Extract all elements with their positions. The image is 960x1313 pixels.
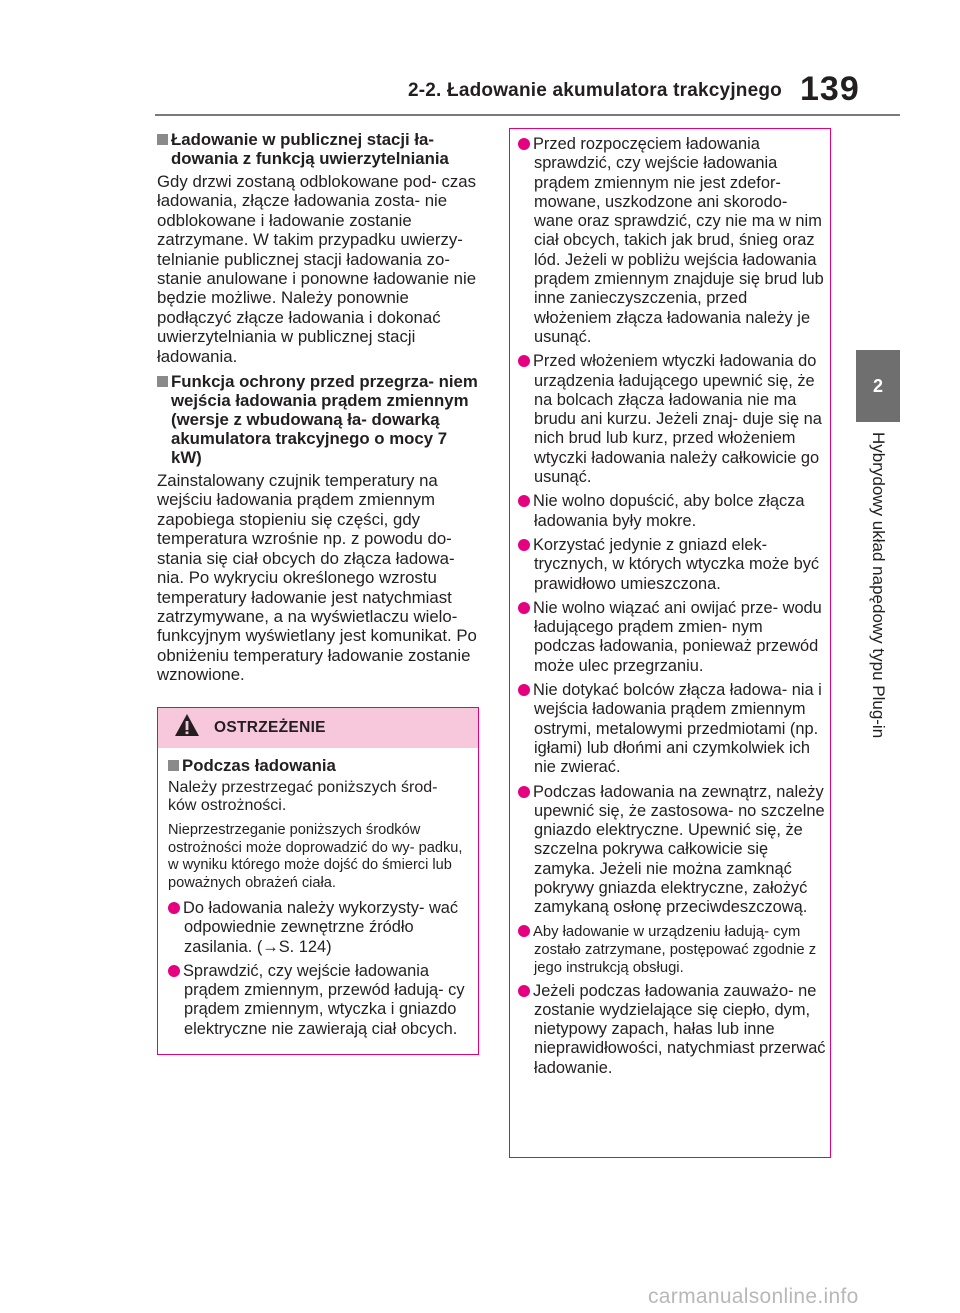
warning-bullet-text: Nie dotykać bolców złącza ładowa- nia i wejścia ładowania prądem zmiennym ostrymi, metalowymi przedmiotami (np. igłami) lub dłońmi ani czymkolwiek ich nie zwierać. <box>533 681 822 777</box>
warning-bullet-text: Przed włożeniem wtyczki ładowania do urządzenia ładującego upewnić się, że na bolcach złącza ładowania nie ma brudu ani kurzu. Jeżeli znaj- duje się na nich brud lub kurz, przed włożeniem wtyczki ładowania należy całkowicie go usunąć. <box>533 352 822 487</box>
warning-bullet-text: Podczas ładowania na zewnątrz, należy upewnić się, że zastosowa- no szczelne gniazdo elektryczne. Upewnić się, że szczelna pokrywa całkowicie się zamyka. Jeżeli nie można zamknąć pokrywy gniazda elektryczne, założyć zamykaną osłonę przeciwdeszczową. <box>533 782 825 917</box>
warning-bullet <box>518 352 826 487</box>
pink-dot-icon <box>168 902 180 914</box>
section-paragraph: Zainstalowany czujnik temperatury na wejściu ładowania prądem zmiennym zapobiega stopieniu się części, gdy temperatura wzrośnie np. z powodu do- stania się ciał obcych do złącza ładowa- nia. Po wykryciu określonego wzrostu temperatury ładowanie jest natychmiast zatrzymywane, a na wyświetlaczu wielo- funkcyjnym wyświetlany jest komunikat. Po obniżeniu temperatury ładowanie zostanie wznowione. <box>157 471 477 685</box>
section-heading-text: Funkcja ochrony przed przegrza- niem wejścia ładowania prądem zmiennym (wersje z wbudowaną ła- dowarką akumulatora trakcyjnego o mocy 7 kW) <box>171 372 478 468</box>
warning-subtitle-text: Podczas ładowania <box>182 755 336 775</box>
pink-dot-icon <box>518 684 530 696</box>
warning-bullet <box>168 899 468 957</box>
warning-bullet-text: Nie wolno dopuścić, aby bolce złącza ładowania były mokre. <box>533 492 805 530</box>
pink-dot-icon <box>518 539 530 551</box>
section-paragraph: Gdy drzwi zostaną odblokowane pod- czas ładowania, złącze ładowania zosta- nie odblokowane i ładowanie zostanie zatrzymane. W takim przypadku uwierzy- telnianie publicznej stacji ładowania zo- stanie anulowane i ponowne ładowanie nie będzie możliwe. Należy ponownie podłączyć złącze ładowania i dokonać uwierzytelniania w publicznej stacji ładowania. <box>157 172 477 366</box>
pink-dot-icon <box>518 985 530 997</box>
pink-dot-icon <box>518 602 530 614</box>
warning-bullet-text: Korzystać jedynie z gniazd elek- trycznych, w których wtyczka może być prawidłowo umieszczona. <box>533 535 820 593</box>
pink-dot-icon <box>168 965 180 977</box>
section-heading <box>157 372 479 467</box>
warning-bullet <box>168 962 468 1039</box>
header-divider <box>155 114 900 116</box>
warning-bullet <box>518 599 826 676</box>
warning-bullet <box>518 783 826 918</box>
pink-dot-icon <box>518 786 530 798</box>
pink-dot-icon <box>518 925 530 937</box>
warning-bullet <box>518 681 826 777</box>
warning-box <box>157 707 479 1055</box>
warning-header <box>158 708 478 748</box>
warning-bullet-text: Sprawdzić, czy wejście ładowania prądem zmiennym, przewód ładują- cy prądem zmiennym, wtyczka i gniazdo elektryczne nie zawierają ciał obcych. <box>183 961 465 1038</box>
page-number: 139 <box>800 70 860 108</box>
chapter-tab-number: 2 <box>872 375 883 396</box>
warning-bullet <box>518 982 826 1078</box>
chapter-tab <box>856 350 900 422</box>
section-heading <box>157 130 479 168</box>
warning-bullet-text: Aby ładowanie w urządzeniu ładują- cym zostało zatrzymane, postępować zgodnie z jego instrukcją obsługi. <box>533 923 817 976</box>
square-bullet-icon <box>157 376 168 387</box>
warning-bullet <box>518 492 826 531</box>
watermark: carmanualsonline.info <box>648 1285 859 1308</box>
warning-triangle-icon <box>174 713 200 742</box>
warning-bullet <box>518 135 826 347</box>
warning-continuation-box <box>509 128 831 1158</box>
warning-body <box>158 748 478 1054</box>
warning-bullet-text: Nie wolno wiązać ani owijać prze- wodu ładującego prądem zmien- nym podczas ładowania, ponieważ przewód może ulec przegrzaniu. <box>533 598 822 675</box>
warning-bullet <box>518 536 826 594</box>
warning-bullet-text: Przed rozpoczęciem ładowania sprawdzić, czy wejście ładowania prądem zmiennym nie jest zdefor- mowane, uszkodzone ani skorodo- wane oraz sprawdzić, czy nie ma w nim ciał obcych, takich jak brud, śnieg oraz lód. Jeżeli w pobliżu wejścia ładowania prądem zmiennym znajduje się brud lub inne zanieczyszczenia, przed włożeniem złącza ładowania należy je usunąć. <box>533 135 824 346</box>
chapter-side-title: Hybrydowy układ napędowy typu Plug-in <box>869 432 888 739</box>
square-bullet-icon <box>157 134 168 145</box>
pink-dot-icon <box>518 495 530 507</box>
section-heading-text: Ładowanie w publicznej stacji ła- dowania z funkcją uwierzytelniania <box>171 130 449 168</box>
section-header-title: 2-2. Ładowanie akumulatora trakcyjnego <box>408 80 782 101</box>
warning-heading: OSTRZEŻENIE <box>214 718 326 736</box>
left-column <box>157 130 479 1055</box>
warning-bullet-text: Do ładowania należy wykorzysty- wać odpowiednie zewnętrzne źródło zasilania. (→S. 124) <box>183 898 459 956</box>
warning-subtitle <box>168 756 468 775</box>
pink-dot-icon <box>518 138 530 150</box>
warning-bullet <box>518 923 826 977</box>
pink-dot-icon <box>518 355 530 367</box>
warning-bullet-text: Jeżeli podczas ładowania zauważo- ne zostanie wydzielające się ciepło, dym, nietypowy zapach, hałas lub inne nieprawidłowości, natychmiast przerwać ładowanie. <box>533 981 826 1077</box>
warning-intro: Należy przestrzegać poniższych środ- ków ostrożności. <box>168 778 438 815</box>
square-bullet-icon <box>168 760 179 771</box>
warning-note: Nieprzestrzeganie poniższych środków ostrożności może doprowadzić do wy- padku, w wyniku którego może dojść do śmierci lub poważnych obrażeń ciała. <box>168 821 463 892</box>
